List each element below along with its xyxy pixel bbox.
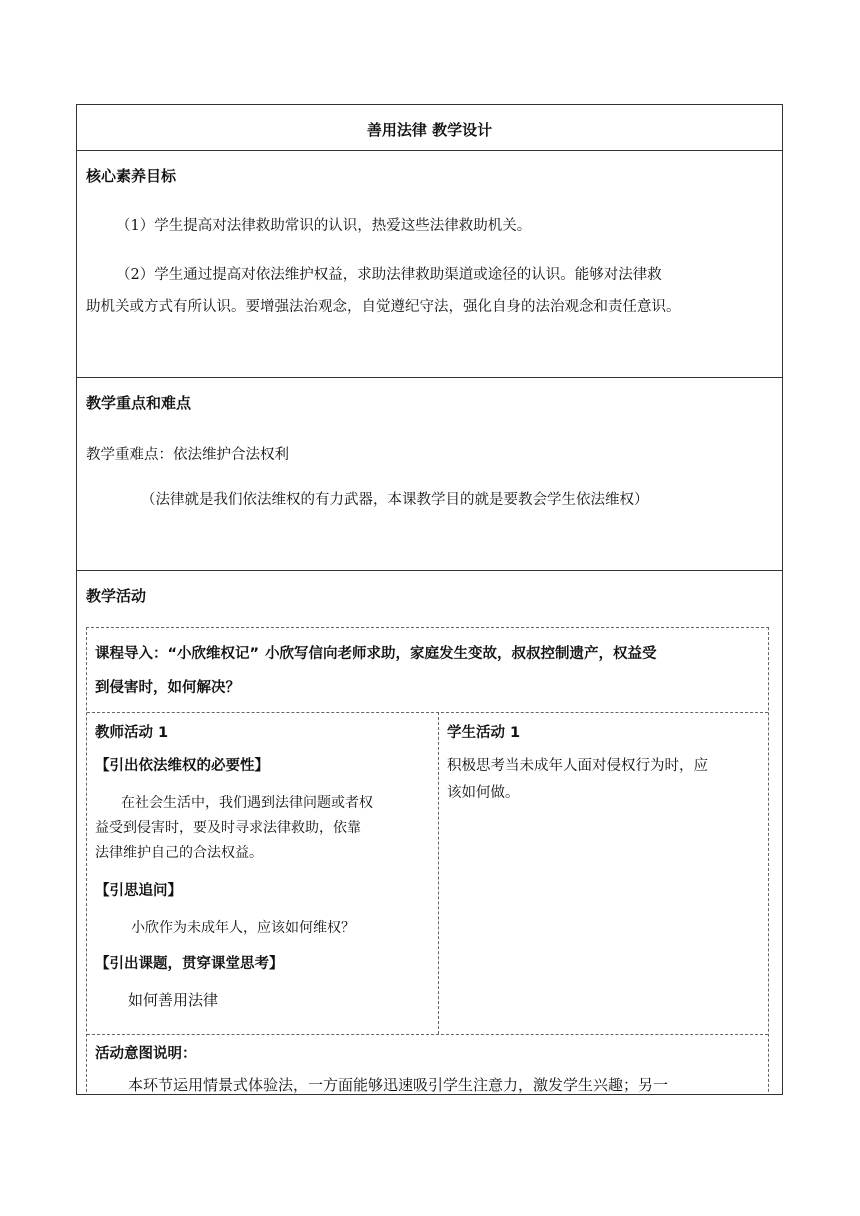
section-heading-core-goals: 核心素养目标 [86,167,177,185]
student-activity-line-1: 积极思考当未成年人面对侵权行为时，应 [447,758,708,774]
row-divider [77,570,782,571]
teacher-sub-heading-1: 【引出依法维权的必要性】 [95,757,269,774]
activity-intent-heading: 活动意图说明： [95,1046,197,1062]
teacher-para-3: 如何善用法律 [128,991,219,1009]
goal-item-1: （1）学生提高对法律救助常识的认识，热爱这些法律救助机关。 [116,218,532,234]
intro-line-2: 到侵害时，如何解决？ [95,679,240,696]
row-divider [77,377,782,378]
teacher-para-2: 小欣作为未成年人，应该如何维权？ [131,920,355,936]
student-activity-heading: 学生活动 1 [447,725,521,741]
goal-item-2-line-1: （2）学生通过提高对依法维护权益，求助法律救助渠道或途径的认识。能够对法律救 [116,267,662,283]
key-point-text: 教学重难点：依法维护合法权利 [86,447,289,463]
intro-line-1 [95,642,657,663]
dashed-divider [87,712,768,713]
intro-text-1: 小欣写信向老师求助，家庭发生变故，叔叔控制遗产，权益受 [265,645,657,662]
section-heading-key-points: 教学重点和难点 [86,394,192,412]
teacher-para-1-line-2: 益受到侵害时，要及时寻求法律救助，依靠 [95,820,361,836]
goal-item-2-line-2: 助机关或方式有所认识。要增强法治观念，自觉遵纪守法，强化自身的法治观念和责任意识。 [86,299,681,315]
student-activity-line-2: 该如何做。 [447,785,520,801]
teacher-activity-heading: 教师活动 1 [95,725,169,741]
activity-intent-line-1: 本环节运用情景式体验法，一方面能够迅速吸引学生注意力，激发学生兴趣；另一 [128,1076,669,1094]
activity-table [86,627,769,1095]
section-heading-activities: 教学活动 [86,587,147,605]
teacher-sub-heading-3: 【引出课题，贯穿课堂思考】 [95,955,284,972]
document-title: 善用法律 教学设计 [366,121,493,139]
teacher-para-1-line-3: 法律维护自己的合法权益。 [95,845,263,861]
dashed-divider [87,1034,768,1035]
teacher-para-1-line-1: 在社会生活中，我们遇到法律问题或者权 [121,795,373,811]
key-point-note: （法律就是我们依法维权的有力武器，本课教学目的就是要教会学生依法维权） [141,492,649,508]
column-divider [438,712,439,1034]
intro-label: 课程导入：“小欣维权记” [95,646,260,662]
teacher-sub-heading-2: 【引思追问】 [95,882,182,899]
row-divider [77,150,782,151]
lesson-plan-table [76,104,783,1095]
